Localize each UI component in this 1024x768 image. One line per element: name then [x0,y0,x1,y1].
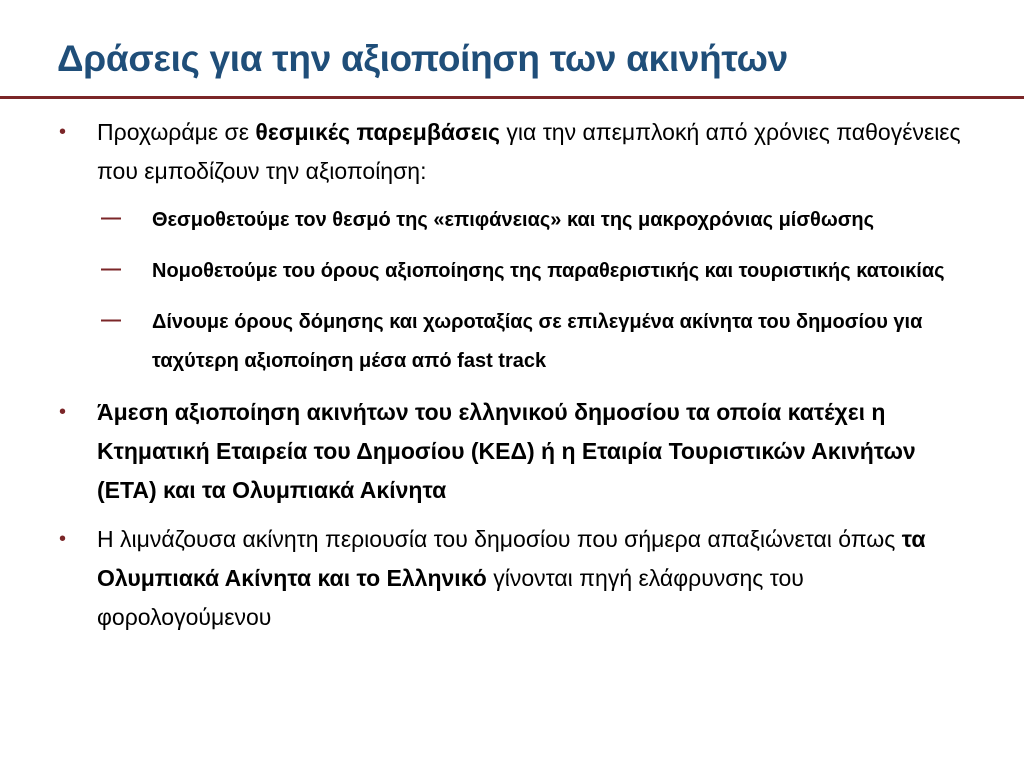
sub-item-2 [57,252,977,291]
bullet-marker: • [59,401,67,423]
sub-item-text: Θεσμοθετούμε τον θεσμό της «επιφάνειας» και της μακροχρόνιας μίσθωσης [152,209,875,231]
dash-marker: — [101,258,121,280]
sub-list [57,201,977,381]
bullet-text: για την απεμπλοκή από χρόνιες παθογένειες που εμποδίζουν την αξιοποίηση: [97,119,961,184]
bullet-item-2 [57,393,977,510]
bullet-text: Η λιμνάζουσα ακίνητη περιουσία του δημοσίου που σήμερα απαξιώνεται όπως [97,526,902,552]
sub-item-1 [57,201,977,240]
slide-title: Δράσεις για την αξιοποίηση των ακινήτων [57,38,788,79]
bullet-item-1 [57,113,977,191]
title-divider [0,96,1024,99]
slide-content [57,113,977,647]
dash-marker: — [101,309,121,331]
bullet-text-bold: θεσμικές παρεμβάσεις [255,119,501,145]
sub-item-3 [57,303,977,381]
bullet-text: Προχωράμε σε [97,119,256,145]
dash-marker: — [101,207,121,229]
bullet-marker: • [59,121,67,143]
bullet-marker: • [59,528,67,550]
sub-item-text: Δίνουμε όρους δόμησης και χωροταξίας σε επιλεγμένα ακίνητα του δημοσίου για ταχύτερη αξιοποίηση μέσα από fast track [152,311,923,372]
bullet-text-bold: τα Ολυμπιακά Ακίνητα και το Ελληνικό [97,526,926,591]
bullet-item-3 [57,520,977,637]
sub-item-text: Νομοθετούμε του όρους αξιοποίησης της παραθεριστικής και τουριστικής κατοικίας [152,260,945,282]
bullet-text: γίνονται πηγή ελάφρυνσης του φορολογούμενου [97,565,804,630]
bullet-text-bold: Άμεση αξιοποίηση ακινήτων του ελληνικού δημοσίου τα οποία κατέχει η Κτηματική Εταιρεία του Δημοσίου (ΚΕΔ) ή η Εταιρία Τουριστικών Ακινήτων (ΕΤΑ) και τα Ολυμπιακά Ακίνητα [97,399,916,503]
